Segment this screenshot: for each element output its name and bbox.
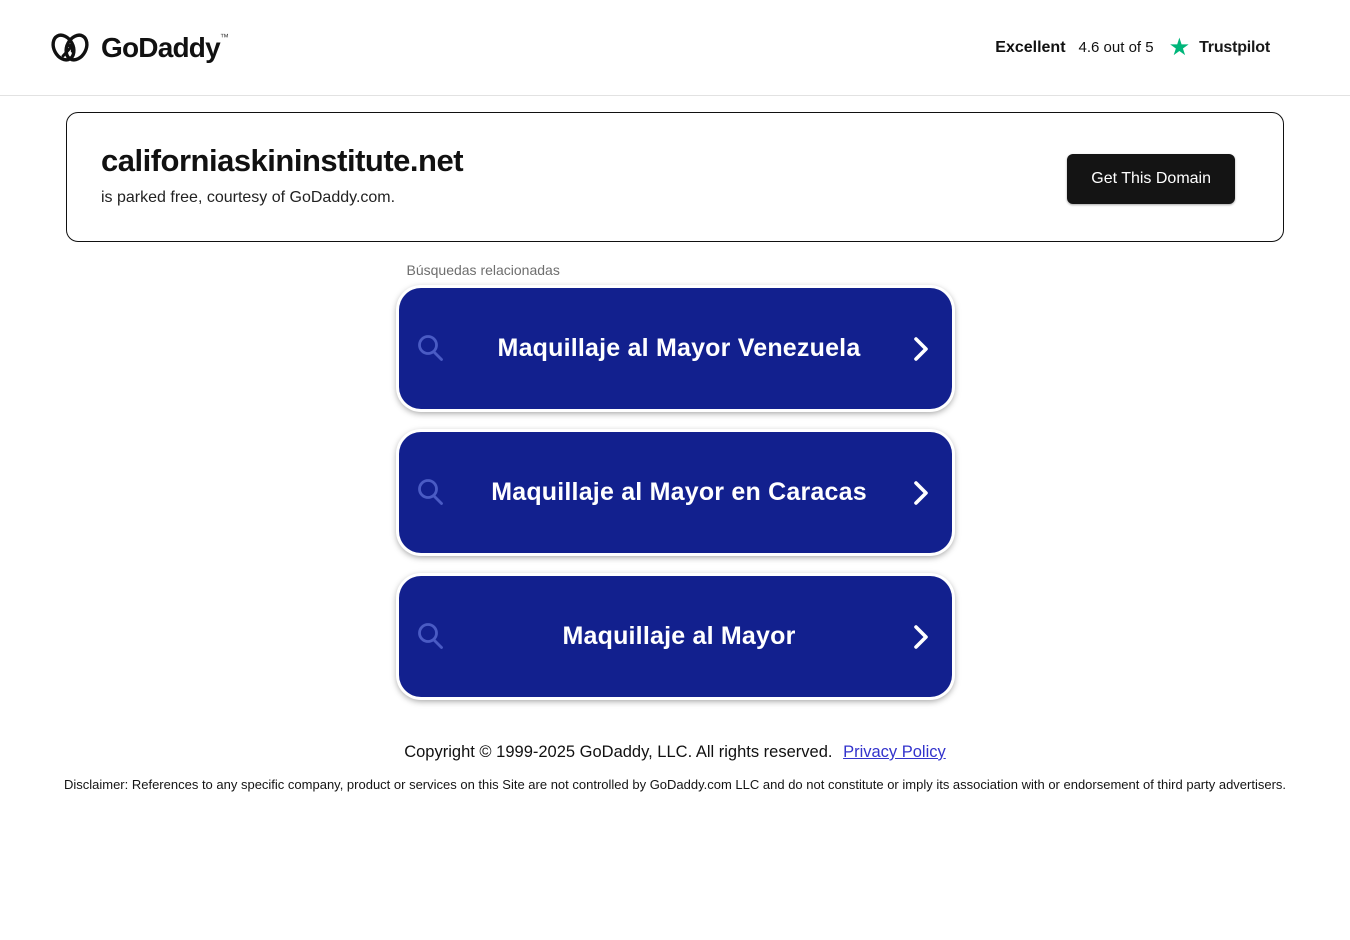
disclaimer-text: Disclaimer: References to any specific company, product or services on this Site are not controlled by GoDaddy.com LLC and do not constitute or imply its association with or endorsement of third party advertisers. [63,777,1287,792]
related-search-button[interactable] [399,432,952,553]
related-search-button[interactable] [399,288,952,409]
domain-card-text [101,143,463,207]
related-searches-label: Búsquedas relacionadas [406,262,560,278]
domain-name-title: californiaskininstitute.net [101,143,464,178]
trustpilot-wordmark: Trustpilot [1199,38,1270,56]
godaddy-wordmark: GoDaddy [101,31,220,63]
search-icon [415,620,447,654]
related-searches-section [399,262,952,697]
godaddy-logo[interactable] [48,26,229,70]
trustpilot-star-icon: ★ [1168,33,1191,61]
rating-value: 4.6 out of 5 [1078,39,1154,56]
parked-subtitle: is parked free, courtesy of GoDaddy.com. [101,189,396,206]
header [0,0,1350,96]
search-icon [415,476,447,510]
chevron-right-icon [912,623,930,651]
related-search-label: Maquillaje al Mayor en Caracas [491,478,867,506]
rating-label: Excellent [995,38,1066,56]
copyright-text: Copyright © 1999-2025 GoDaddy, LLC. All rights reserved. [404,743,833,761]
related-search-button[interactable] [399,576,952,697]
search-icon [415,332,447,366]
get-this-domain-button[interactable]: Get This Domain [1067,154,1235,204]
related-search-label: Maquillaje al Mayor Venezuela [497,334,861,362]
chevron-right-icon [912,335,930,363]
godaddy-heart-icon [48,26,92,70]
chevron-right-icon [912,479,930,507]
footer [0,743,1350,792]
copyright-line [0,743,1350,762]
privacy-policy-link[interactable]: Privacy Policy [843,743,946,761]
domain-card [66,112,1284,242]
related-search-label: Maquillaje al Mayor [562,622,796,650]
trustpilot-rating[interactable] [995,33,1270,61]
trademark-symbol: ™ [219,31,229,42]
